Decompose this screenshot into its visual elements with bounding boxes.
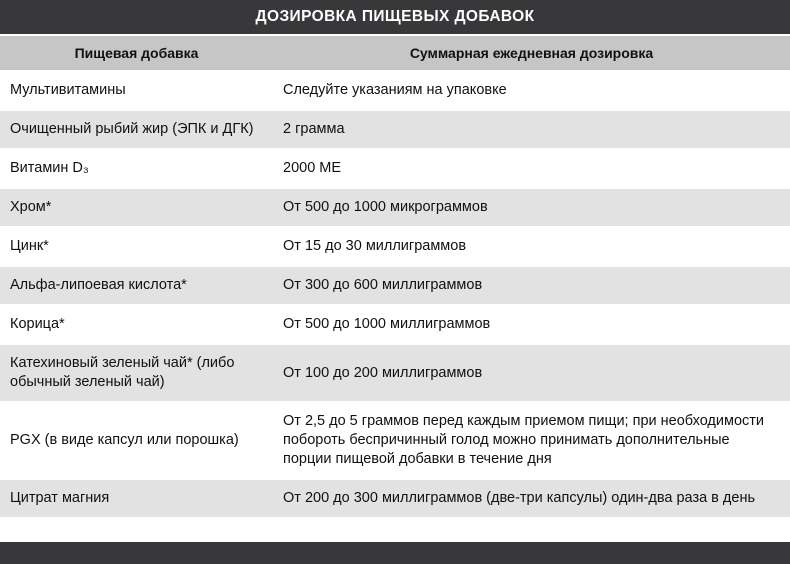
- supplement-cell: Цитрат магния: [10, 490, 110, 506]
- table-row: [0, 189, 790, 228]
- table-row: [0, 306, 790, 345]
- dosage-cell: От 100 до 200 миллиграммов: [283, 364, 483, 381]
- bottom-spacer: [0, 519, 790, 542]
- dosage-cell: 2 грамма: [283, 121, 345, 137]
- dosage-cell: От 500 до 1000 микрограммов: [283, 199, 488, 215]
- supplement-cell: Мультивитамины: [10, 82, 126, 98]
- column-header-supplement: Пищевая добавка: [74, 45, 199, 61]
- table-column-header-row: [0, 36, 790, 72]
- dosage-cell: От 15 до 30 миллиграммов: [283, 238, 467, 254]
- supplement-cell: PGX (в виде капсул или порошка): [10, 432, 239, 448]
- table-row: [0, 150, 790, 189]
- supplement-cell: Катехиновый зеленый чай* (либо обычный зеленый чай): [10, 355, 235, 390]
- dosage-cell: 2000 МЕ: [283, 160, 342, 176]
- supplement-cell: Хром*: [10, 199, 52, 215]
- supplement-cell: Альфа-липоевая кислота*: [10, 277, 187, 293]
- table-row: [0, 72, 790, 111]
- dosage-cell: От 2,5 до 5 граммов перед каждым приемом пищи; при необходимости побороть беспричинный голод можно принимать дополнительные порции пищевой добавки в течение дня: [283, 413, 765, 467]
- dosage-cell: От 300 до 600 миллиграммов: [283, 277, 483, 293]
- table-row: [0, 228, 790, 267]
- dosage-cell: От 500 до 1000 миллиграммов: [283, 316, 491, 332]
- table-row: [0, 111, 790, 150]
- column-header-dosage: Суммарная ежедневная дозировка: [409, 45, 654, 61]
- page-title: ДОЗИРОВКА ПИЩЕВЫХ ДОБАВОК: [255, 8, 535, 25]
- dosage-cell: От 200 до 300 миллиграммов (две-три капсулы) один-два раза в день: [283, 490, 756, 506]
- supplement-cell: Корица*: [10, 316, 65, 332]
- table-title-bar: [0, 0, 790, 34]
- dosage-cell: Следуйте указаниям на упаковке: [283, 82, 507, 98]
- supplement-cell: Витамин D₃: [10, 160, 89, 176]
- table-body: [0, 72, 790, 519]
- table-row: [0, 345, 790, 403]
- table-row: [0, 267, 790, 306]
- table-row: [0, 403, 790, 480]
- table-footer-bar: [0, 542, 790, 564]
- supplement-cell: Цинк*: [10, 238, 49, 254]
- supplement-cell: Очищенный рыбий жир (ЭПК и ДГК): [10, 121, 254, 137]
- table-row: [0, 480, 790, 519]
